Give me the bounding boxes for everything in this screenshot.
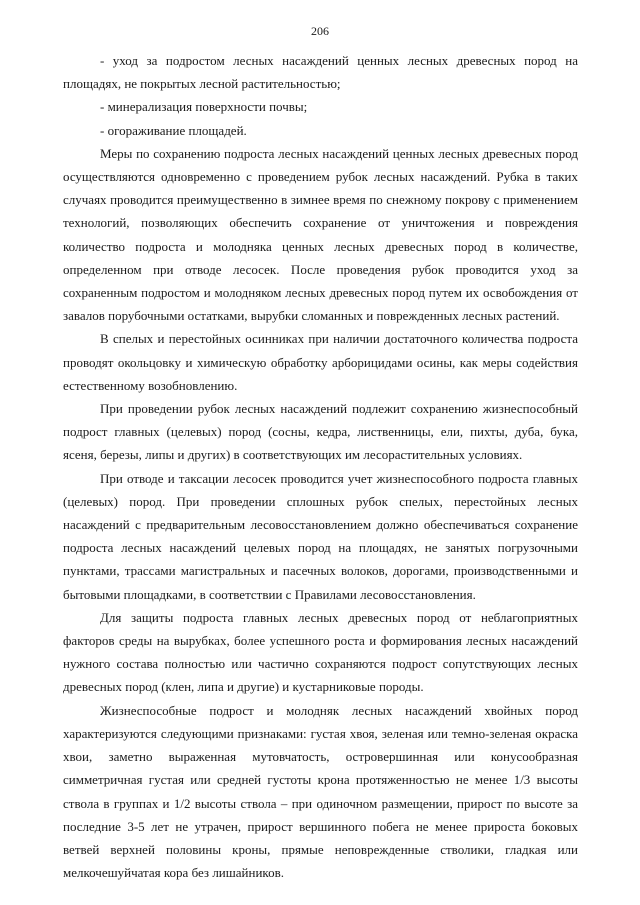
paragraph: Жизнеспособные подрост и молодняк лесных насаждений хвойных пород характеризуются следующими признаками: густая хвоя, зеленая или темно-зеленая окраска хвои, заметно выраженная мутовчатость, островершинная или конусообразная симметричная густая или средней густоты крона протяженностью не менее 1/3 высоты ствола в группах и 1/2 высоты ствола – при одиночном размещении, прирост по высоте за последние 3-5 лет не утрачен, прирост вершинного побега не менее прироста боковых ветвей верхней половины кроны, прямые неповрежденные стволики, гладкая или мелкочешуйчатая кора без лишайников. (63, 702, 578, 881)
paragraph: - уход за подростом лесных насаждений ценных лесных древесных пород на площадях, не покрытых лесной растительностью; (63, 53, 578, 92)
paragraph: - минерализация поверхности почвы; (100, 99, 308, 115)
body-text (63, 49, 578, 884)
paragraph: Меры по сохранению подроста лесных насаждений ценных лесных древесных пород осуществляются одновременно с проведением рубок лесных насаждений. Рубка в таких случаях проводится преимущественно в зимнее время по снежному покрову с применением технологий, позволяющих обеспечить сохранение от уничтожения и повреждения количество подроста и молодняка ценных лесных древесных пород в количестве, определенном при отводе лесосек. После проведения рубок проводится уход за сохраненным подростом и молодняком лесных древесных пород путем их освобождения от завалов порубочными остатками, вырубки сломанных и поврежденных лесных растений. (63, 145, 578, 324)
paragraph: Для защиты подроста главных лесных древесных пород от неблагоприятных факторов среды на вырубках, более успешного роста и формирования лесных насаждений нужного состава полностью или частично сохраняются подрост сопутствующих лесных древесных пород (клен, липа и другие) и кустарниковые породы. (63, 609, 578, 695)
paragraph: При отводе и таксации лесосек проводится учет жизнеспособного подроста главных (целевых) пород. При проведении сплошных рубок спелых, перестойных лесных насаждений с предварительным лесовосстановлением должно обеспечиваться сохранение подроста лесных насаждений целевых пород на площадях, не занятых погрузочными пунктами, трассами магистральных и пасечных волоков, дорогами, производственными и бытовыми площадками, в соответствии с Правилами лесовосстановления. (63, 470, 578, 602)
paragraph: При проведении рубок лесных насаждений подлежит сохранению жизнеспособный подрост главных (целевых) пород (сосны, кедра, лиственницы, ели, пихты, дуба, бука, ясеня, березы, липы и других) в соответствующих им лесорастительных условиях. (63, 401, 578, 463)
paragraph: - огораживание площадей. (100, 122, 247, 138)
page-number: 206 (311, 24, 329, 38)
paragraph: В спелых и перестойных осинниках при наличии достаточного количества подроста проводят окольцовку и химическую обработку арборицидами осины, как меры содействия естественному возобновлению. (63, 331, 578, 393)
